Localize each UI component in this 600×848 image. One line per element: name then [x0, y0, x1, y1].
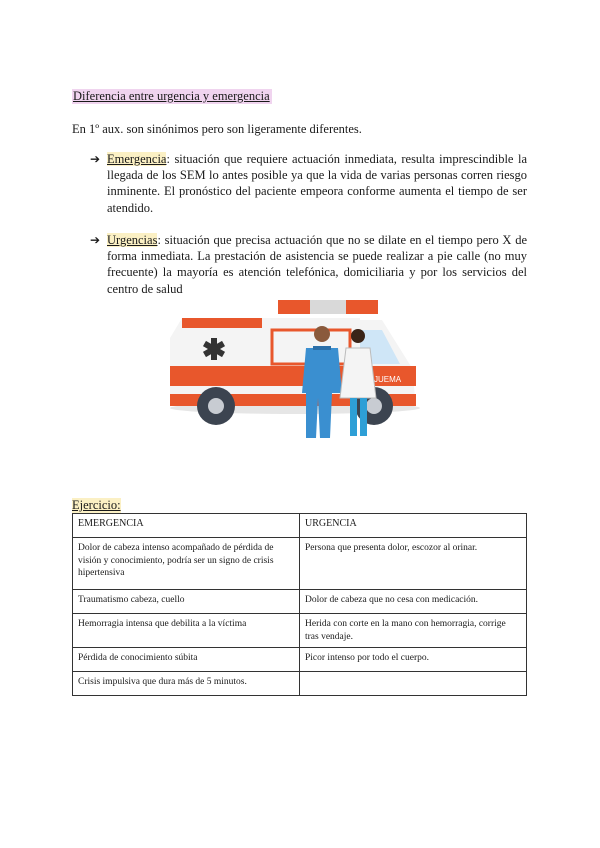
cell-urgencia: Picor intenso por todo el cuerpo.: [300, 648, 527, 672]
bullet-emergencia: [90, 151, 527, 216]
table-row: [73, 614, 527, 648]
bullet-text: [107, 151, 527, 216]
exercise-title: Ejercicio:: [72, 498, 121, 512]
arrow-right-icon: ➔: [90, 233, 101, 247]
cell-urgencia: Dolor de cabeza que no cesa con medicación.: [300, 590, 527, 614]
table-row: [73, 648, 527, 672]
header-urgencia: URGENCIA: [300, 514, 527, 538]
cell-emergencia: Pérdida de conocimiento súbita: [73, 648, 300, 672]
page-title: Diferencia entre urgencia y emergencia: [73, 89, 270, 103]
term-emergencia: Emergencia: [107, 152, 167, 166]
arrow-right-icon: ➔: [90, 152, 101, 166]
term-urgencias: Urgencias: [107, 233, 158, 247]
intro-text: En 1º aux. son sinónimos pero son ligeramente diferentes.: [72, 122, 362, 136]
cell-emergencia: Traumatismo cabeza, cuello: [73, 590, 300, 614]
bullet-urgencias: [90, 232, 527, 297]
ambulance-label: JUEMA: [374, 375, 402, 384]
bullet-text: [107, 232, 527, 297]
table-row: [73, 590, 527, 614]
wheel-icon: [197, 387, 235, 425]
table-row: [73, 538, 527, 590]
cell-emergencia: Crisis impulsiva que dura más de 5 minutos.: [73, 672, 300, 696]
exercise-table: [72, 513, 527, 696]
header-emergencia: EMERGENCIA: [73, 514, 300, 538]
cell-urgencia: [300, 672, 527, 696]
cell-urgencia: Herida con corte en la mano con hemorragia, corrige tras vendaje.: [300, 614, 527, 648]
ambulance-illustration: [160, 298, 430, 443]
cell-emergencia: Hemorragia intensa que debilita a la víctima: [73, 614, 300, 648]
definition-urgencias: : situación que precisa actuación que no se dilate en el tiempo pero X de forma inmediata. La prestación de asistencia se puede realizar a pie calle (no muy frecuente) la mayoría es atención telefónica, domiciliaria y por los servicios del centro de salud: [107, 233, 527, 296]
cell-emergencia: Dolor de cabeza intenso acompañado de pérdida de visión y conocimiento, podría ser un signo de crisis hipertensiva: [73, 538, 300, 590]
table-row: [73, 672, 527, 696]
table-header-row: [73, 514, 527, 538]
cell-urgencia: Persona que presenta dolor, escozor al orinar.: [300, 538, 527, 590]
definition-emergencia: : situación que requiere actuación inmediata, resulta imprescindible la llegada de los SEM lo antes posible ya que la vida de varias personas corren riesgo inminente. El pronóstico del paciente empeora conforme aumenta el tiempo de ser atendido.: [107, 152, 527, 215]
